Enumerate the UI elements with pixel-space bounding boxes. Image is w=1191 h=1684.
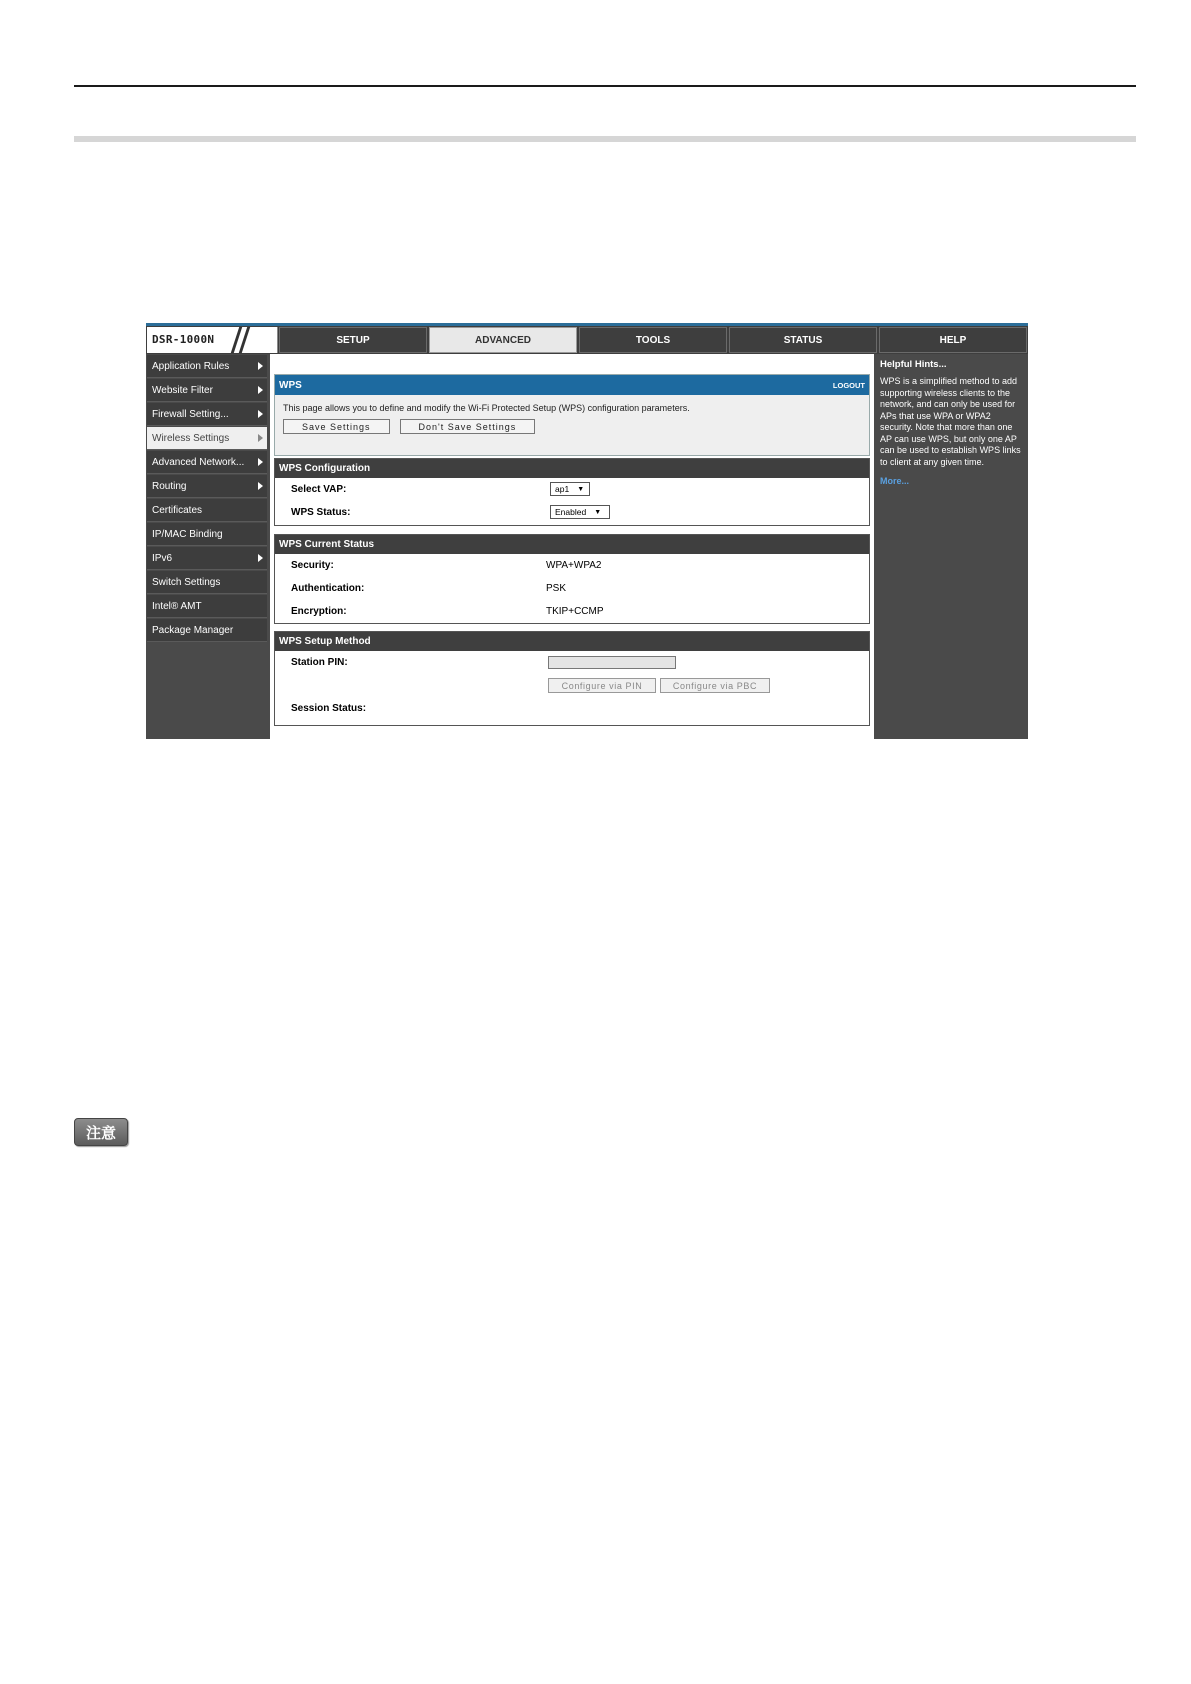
arrow-right-icon bbox=[258, 362, 263, 370]
tab-setup[interactable]: SETUP bbox=[279, 327, 427, 353]
select-vap-label: Select VAP: bbox=[291, 484, 347, 495]
sidebar-item-label: IP/MAC Binding bbox=[152, 528, 223, 540]
help-panel bbox=[876, 354, 1026, 739]
save-settings-button[interactable]: Save Settings bbox=[283, 419, 390, 434]
security-label: Security: bbox=[291, 560, 334, 571]
sidebar-item-label: IPv6 bbox=[152, 552, 173, 564]
arrow-right-icon bbox=[258, 386, 263, 394]
station-pin-label: Station PIN: bbox=[291, 657, 348, 668]
section-title: WPS Configuration bbox=[275, 459, 869, 478]
wps-title: WPS bbox=[279, 379, 302, 391]
sidebar-item-firewall-setting[interactable] bbox=[147, 403, 267, 426]
sidebar-item-package-manager[interactable] bbox=[147, 619, 267, 642]
tab-help[interactable]: HELP bbox=[879, 327, 1027, 353]
tab-advanced[interactable]: ADVANCED bbox=[429, 327, 577, 353]
sidebar-item-website-filter[interactable] bbox=[147, 379, 267, 402]
sidebar-item-routing[interactable] bbox=[147, 475, 267, 498]
session-status-row bbox=[275, 697, 869, 720]
router-ui-screenshot bbox=[146, 323, 1028, 739]
caret-down-icon: ▼ bbox=[577, 485, 585, 493]
section-title: WPS Setup Method bbox=[275, 632, 869, 651]
configure-via-pbc-button[interactable]: Configure via PBC bbox=[660, 678, 770, 693]
note-badge: 注意 bbox=[74, 1118, 128, 1146]
select-vap-dropdown[interactable] bbox=[550, 482, 590, 496]
configure-buttons-row bbox=[275, 674, 869, 697]
wps-setup-method-section bbox=[274, 631, 870, 726]
section-title: WPS Current Status bbox=[275, 535, 869, 554]
sidebar-item-intel-amt[interactable] bbox=[147, 595, 267, 618]
sidebar-item-label: Certificates bbox=[152, 504, 203, 516]
sidebar bbox=[146, 354, 268, 739]
sidebar-item-label: Switch Settings bbox=[152, 576, 221, 588]
caret-down-icon: ▼ bbox=[594, 508, 602, 516]
product-logo bbox=[147, 327, 278, 353]
wps-description: This page allows you to define and modify the Wi-Fi Protected Setup (WPS) configuration parameters. bbox=[283, 403, 690, 413]
station-pin-row bbox=[275, 651, 869, 674]
arrow-right-icon bbox=[258, 554, 263, 562]
authentication-value: PSK bbox=[546, 583, 567, 594]
sidebar-item-switch-settings[interactable] bbox=[147, 571, 267, 594]
security-row bbox=[275, 554, 869, 577]
select-vap-row bbox=[275, 478, 869, 501]
encryption-label: Encryption: bbox=[291, 606, 347, 617]
select-vap-value: ap1 bbox=[555, 484, 570, 494]
configure-via-pin-button[interactable]: Configure via PIN bbox=[548, 678, 656, 693]
wps-current-status-section bbox=[274, 534, 870, 624]
wps-button-row bbox=[283, 419, 869, 434]
encryption-value: TKIP+CCMP bbox=[546, 606, 604, 617]
sidebar-item-label: Intel® AMT bbox=[152, 600, 202, 612]
wps-status-dropdown[interactable] bbox=[550, 505, 610, 519]
sidebar-item-label: Package Manager bbox=[152, 624, 234, 636]
sidebar-item-ipv6[interactable] bbox=[147, 547, 267, 570]
wps-panel bbox=[274, 374, 870, 456]
sidebar-item-label: Website Filter bbox=[152, 384, 213, 396]
sidebar-item-ip-mac-binding[interactable] bbox=[147, 523, 267, 546]
sidebar-item-certificates[interactable] bbox=[147, 499, 267, 522]
wps-status-label: WPS Status: bbox=[291, 507, 351, 518]
tab-tools[interactable]: TOOLS bbox=[579, 327, 727, 353]
dont-save-settings-button[interactable]: Don't Save Settings bbox=[400, 419, 536, 434]
wps-panel-header bbox=[275, 375, 869, 395]
sidebar-item-label: Application Rules bbox=[152, 360, 230, 372]
session-status-label: Session Status: bbox=[291, 703, 367, 714]
sidebar-item-label: Advanced Network... bbox=[152, 456, 245, 468]
arrow-right-icon bbox=[258, 482, 263, 490]
main-content bbox=[270, 354, 874, 739]
help-body: WPS is a simplified method to add supporting wireless clients to the network, and can only be used for APs that use WPA or WPA2 security. Note that more than one AP can use WPS, but only one AP can be used to establish WPS links to client at any given time. bbox=[880, 376, 1021, 467]
wps-status-row bbox=[275, 501, 869, 524]
encryption-row bbox=[275, 600, 869, 623]
arrow-right-outline-icon bbox=[258, 434, 263, 442]
arrow-right-icon bbox=[258, 458, 263, 466]
section-bar bbox=[74, 136, 1136, 142]
tab-status[interactable]: STATUS bbox=[729, 327, 877, 353]
wps-status-value: Enabled bbox=[555, 507, 587, 517]
help-title: Helpful Hints... bbox=[880, 359, 947, 370]
sidebar-item-advanced-network[interactable] bbox=[147, 451, 267, 474]
sidebar-item-wireless-settings[interactable] bbox=[147, 427, 267, 450]
top-nav bbox=[146, 326, 1028, 354]
sidebar-item-label: Firewall Setting... bbox=[152, 408, 229, 420]
authentication-row bbox=[275, 577, 869, 600]
security-value: WPA+WPA2 bbox=[546, 560, 602, 571]
sidebar-item-label: Wireless Settings bbox=[152, 432, 230, 444]
wps-configuration-section bbox=[274, 458, 870, 526]
arrow-right-icon bbox=[258, 410, 263, 418]
logo-text: DSR-1000N bbox=[152, 333, 215, 346]
sidebar-item-label: Routing bbox=[152, 480, 187, 492]
help-more-link[interactable]: More... bbox=[880, 476, 910, 486]
header-rule bbox=[74, 85, 1136, 87]
logout-link[interactable]: LOGOUT bbox=[832, 380, 865, 390]
station-pin-input[interactable] bbox=[548, 656, 676, 669]
sidebar-item-application-rules[interactable] bbox=[147, 355, 267, 378]
authentication-label: Authentication: bbox=[291, 583, 365, 594]
